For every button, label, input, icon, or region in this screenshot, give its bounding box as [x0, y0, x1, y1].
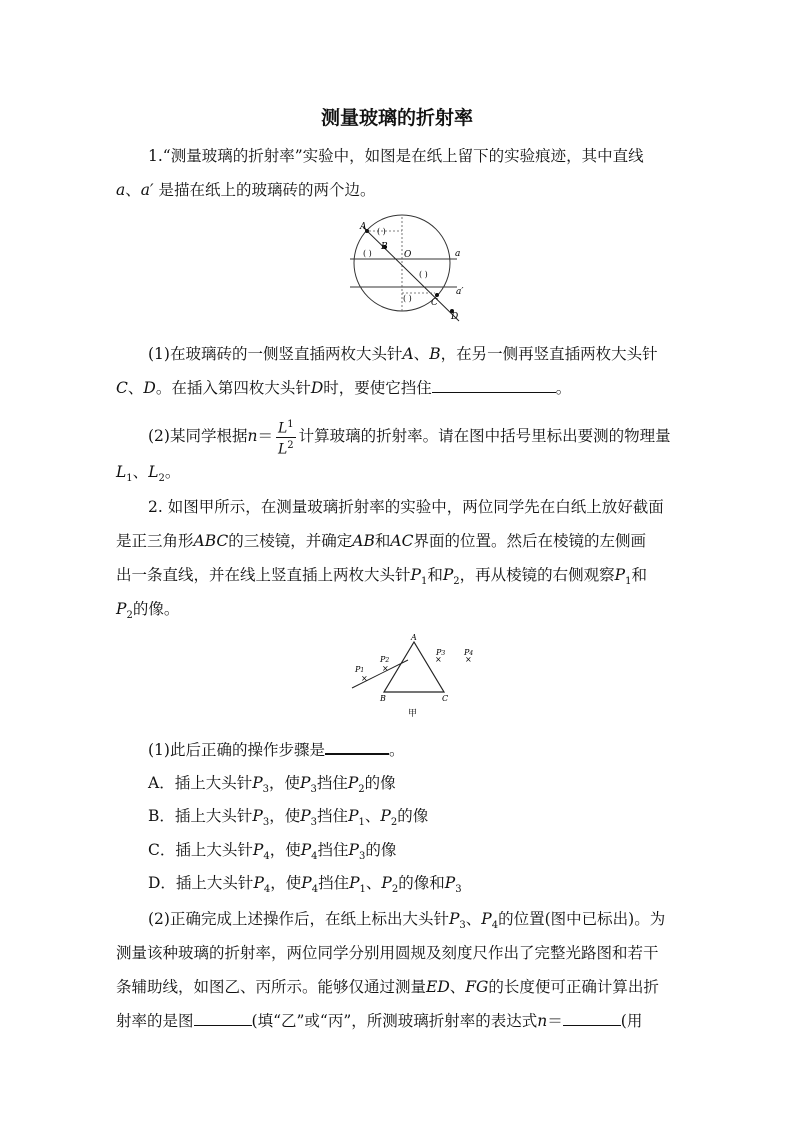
label-C: C [431, 298, 438, 308]
symbol-P: P [410, 566, 421, 584]
sep: 、 [465, 910, 482, 928]
paren-right: ( ) [419, 270, 428, 279]
text: (用 [620, 1012, 643, 1030]
symbol-ED: ED [426, 978, 450, 996]
text: 和 [427, 566, 443, 584]
symbol-L: L [148, 463, 159, 481]
text: ，使 [270, 874, 302, 892]
sep: 、 [125, 181, 141, 199]
text: 的像。 [132, 600, 180, 618]
subscript: 2 [453, 576, 460, 588]
label-a-prime: a′ [456, 287, 464, 297]
q1-part2-line1 [148, 417, 714, 457]
text: ，使 [269, 807, 301, 825]
symbol-n: n [537, 1012, 548, 1030]
sep: 、 [365, 874, 382, 892]
symbol-P: P [300, 841, 312, 859]
p-letter: P [355, 665, 361, 674]
q2-step2-line2 [116, 943, 682, 963]
text: ，使 [269, 841, 301, 859]
text: 的三棱镜，并确定 [228, 532, 353, 550]
text: 的长度便可正确计算出折 [488, 978, 659, 996]
text: (2)某同学根据 [148, 427, 248, 446]
answer-blank[interactable] [563, 1011, 621, 1026]
subscript: 3 [459, 920, 466, 932]
label-a: a [455, 249, 461, 259]
paren-left: ( ) [363, 249, 372, 258]
subscript: 2 [126, 610, 133, 622]
symbol-P: P [348, 841, 359, 859]
pin-P3-mark: × [435, 655, 442, 664]
symbol-P: P [448, 910, 460, 928]
text: 测量该种玻璃的折射率，两位同学分别用圆规及刻度尺作出了完整光路图和若干 [116, 944, 659, 962]
text: (2)正确完成上述操作后，在纸上标出大头针 [148, 910, 449, 928]
text: (1)在玻璃砖的一侧竖直插两枚大头针 [148, 345, 403, 363]
caption-jia: 甲 [408, 709, 418, 719]
text: 出一条直线，并在线上竖直插上两枚大头针 [116, 566, 411, 584]
symbol-P: P [252, 841, 264, 859]
symbol-P: P [444, 874, 456, 892]
text: (1)此后正确的操作步骤是 [148, 741, 325, 759]
text: 射率的是图 [116, 1012, 194, 1030]
text: C．插上大头针 [148, 841, 253, 859]
q2-line1 [148, 497, 714, 517]
superscript: 1 [287, 419, 294, 430]
text: 界面的位置。然后在棱镜的左侧画 [413, 532, 646, 550]
text: 的像 [364, 774, 396, 792]
text: 和 [631, 566, 647, 584]
symbol-B: B [429, 345, 441, 363]
symbol-L: L [116, 463, 127, 481]
text: D．插上大头针 [148, 874, 254, 892]
text: 2. 如图甲所示，在测量玻璃折射率的实验中，两位同学先在白纸上放好截面 [148, 498, 664, 516]
symbol-a: a [116, 181, 126, 199]
subscript: 2 [358, 784, 365, 796]
subscript: 3 [358, 851, 366, 863]
symbol-n: n [247, 427, 258, 446]
subscript: 4 [311, 851, 318, 863]
subscript: 1 [625, 576, 632, 588]
symbol-ABC: ABC [193, 532, 229, 550]
label-B: B [381, 242, 388, 252]
text: 的像 [365, 841, 397, 859]
pin-P2-mark: × [382, 664, 389, 673]
q2-step1 [148, 739, 714, 760]
symbol-P: P [116, 600, 127, 618]
subscript: 3 [262, 817, 270, 829]
subscript: 1 [358, 817, 365, 829]
text: 条辅助线，如图乙、丙所示。能够仅通过测量 [116, 978, 427, 996]
label-P2 [379, 655, 389, 664]
subscript: 2 [158, 473, 165, 485]
symbol-AC: AC [390, 532, 414, 550]
text: 挡住 [318, 874, 350, 892]
subscript: 1 [420, 576, 428, 588]
text: 挡住 [316, 774, 348, 792]
q1-stem-text: 1.“测量玻璃的折射率”实验中，如图是在纸上留下的实验痕迹，其中直线 [148, 147, 644, 165]
sep: 、 [413, 345, 430, 363]
label-A: A [411, 633, 417, 642]
q1-part1-line1 [148, 344, 714, 364]
answer-blank[interactable] [194, 1011, 252, 1026]
option-C[interactable] [148, 840, 714, 867]
symbol-P: P [614, 566, 626, 584]
symbol-P: P [300, 774, 311, 792]
symbol-AB: AB [352, 532, 375, 550]
sep: 、 [127, 379, 144, 397]
text: ，使 [269, 774, 301, 792]
subscript: 4 [491, 920, 499, 932]
option-B[interactable] [148, 806, 714, 833]
symbol-L: L [277, 420, 288, 437]
pin-P1-mark: × [361, 674, 368, 683]
text: 和 [374, 532, 391, 550]
text: 。 [164, 463, 181, 481]
symbol-P: P [349, 874, 360, 892]
symbol-P: P [252, 807, 263, 825]
option-A[interactable] [148, 773, 714, 800]
symbol-C: C [116, 379, 128, 397]
text: 的位置(图中已标出)。为 [498, 910, 666, 928]
p-index: 4 [469, 650, 474, 657]
text: 。 [555, 379, 572, 397]
symbol-a-prime: a′ [140, 181, 154, 199]
symbol-A: A [402, 345, 414, 363]
symbol-L: L [277, 441, 288, 458]
pin-C [435, 293, 439, 297]
subscript: 2 [390, 817, 398, 829]
symbol-P: P [380, 807, 391, 825]
text: A．插上大头针 [148, 774, 253, 792]
symbol-P: P [347, 774, 359, 792]
symbol-P: P [348, 807, 359, 825]
subscript: 3 [455, 884, 462, 896]
q1-stem-line1 [148, 146, 714, 166]
q1-stem-rest: 是描在纸上的玻璃砖的两个边。 [158, 181, 376, 199]
label-P4 [463, 648, 473, 657]
q2-line2 [116, 531, 682, 551]
subscript: 4 [311, 884, 319, 896]
symbol-P: P [381, 874, 392, 892]
q2-figure [342, 630, 488, 722]
subscript: 2 [391, 884, 399, 896]
option-D[interactable] [148, 873, 714, 900]
equals: ＝ [257, 427, 273, 446]
text: 挡住 [317, 841, 349, 859]
pin-P4-mark: × [465, 655, 472, 664]
sep: 、 [132, 463, 149, 481]
q1-part2-line2 [116, 462, 682, 489]
denominator [276, 438, 296, 458]
page-title: 测量玻璃的折射率 [320, 107, 473, 129]
symbol-P: P [252, 774, 263, 792]
p-index: 1 [360, 667, 365, 674]
q2-step2-line1 [148, 909, 714, 936]
symbol-P: P [481, 910, 492, 928]
label-A: A [360, 222, 367, 232]
text: B．插上大头针 [148, 807, 253, 825]
label-D: D [451, 312, 459, 322]
text: 。 [388, 741, 405, 759]
p-letter: P [464, 648, 470, 657]
symbol-P: P [301, 874, 312, 892]
superscript: 2 [287, 439, 294, 451]
q1-figure [345, 213, 485, 323]
symbol-P: P [442, 566, 454, 584]
paren-top: ( ) [377, 227, 386, 236]
label-B: B [380, 694, 386, 703]
subscript: 1 [126, 473, 133, 485]
symbol-P: P [253, 874, 264, 892]
label-P3 [435, 648, 445, 657]
q2-step2-line3 [116, 977, 682, 997]
label-O: O [404, 250, 412, 260]
q2-step2-line4 [116, 1011, 682, 1031]
subscript: 3 [262, 784, 270, 796]
q1-stem-line2 [116, 180, 682, 200]
p-index: 3 [441, 650, 446, 657]
symbol-P: P [300, 807, 311, 825]
subscript: 4 [263, 884, 271, 896]
subscript: 3 [310, 784, 317, 796]
label-C: C [442, 694, 449, 703]
symbol-FG: FG [465, 978, 489, 996]
text: 计算玻璃的折射率。请在图中括号里标出要测的物理量 [298, 427, 671, 446]
text: 。在插入第四枚大头针 [155, 379, 311, 397]
text: ，再从棱镜的右侧观察 [459, 566, 615, 584]
answer-blank[interactable] [432, 378, 556, 393]
p-index: 2 [385, 657, 390, 664]
subscript: 1 [359, 884, 366, 896]
p-letter: P [436, 648, 442, 657]
fraction [276, 417, 296, 457]
numerator [276, 417, 296, 438]
symbol-D: D [310, 379, 324, 397]
answer-blank[interactable] [325, 739, 389, 755]
text: 的像 [397, 807, 429, 825]
text: (填“乙”或“丙”，所测玻璃折射率的表达式 [251, 1012, 538, 1030]
q1-part1-line2 [116, 378, 682, 398]
label-P1 [354, 665, 364, 674]
text: ，在另一侧再竖直插两枚大头针 [440, 345, 658, 363]
p-letter: P [380, 655, 386, 664]
sep: 、 [364, 807, 381, 825]
text: 是正三角形 [116, 532, 194, 550]
paren-bottom: ( ) [403, 294, 412, 303]
subscript: 3 [310, 817, 318, 829]
equals: ＝ [547, 1012, 563, 1030]
sep: 、 [449, 978, 466, 996]
q2-line4 [116, 599, 682, 626]
symbol-D: D [143, 379, 156, 397]
text: 的像和 [398, 874, 445, 892]
q2-line3 [116, 565, 682, 592]
subscript: 4 [263, 851, 270, 863]
text: 挡住 [317, 807, 349, 825]
text: 时，要使它挡住 [323, 379, 432, 397]
